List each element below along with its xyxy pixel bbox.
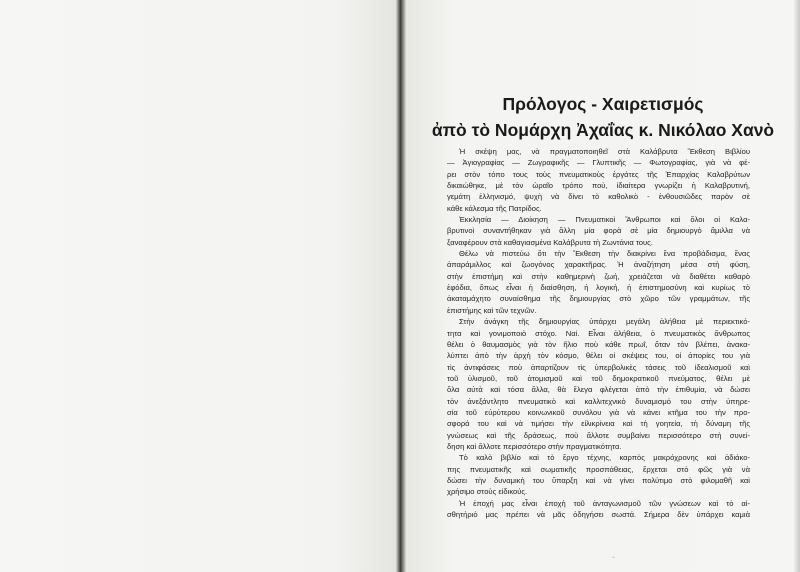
text-line: Στὴν ἀνάγκη τῆς δημιουργίας ὑπάρχει μεγάλη ἀλήθεια μὲ περιεκτικό- [459,317,750,327]
text-line: τητα καὶ γονιμοποιὸ στόχο. Ναί. Εἶναι ἀλήθεια, ὁ πνευματικὸς ἄνθρωπος [447,328,750,338]
text-line: κάθε κάλεσμα τῆς Πατρίδος. [447,203,542,213]
text-line: ρει στὸν τόπο τους τοὺς πνευματικοὺς ἐργάτες τῆς Ἐπαρχίας Καλαβρύτων [447,169,750,179]
text-line: δώσει τὴν δυναμικὴ του ὕπαρξη καὶ νὰ γίνει πολύτιμο στὸ φιλομαθῆ καὶ [447,475,750,485]
text-line: — Ἁγιογραφίας — Ζωγραφικῆς — Γλυπτικῆς — Φωτογραφίας, γιὰ νὰ φέ- [447,158,750,168]
text-line: δικαιώθηκε, μὲ τὸν ὡραῖο τρόπο ποὺ, ἰδιαίτερα γνωρίζει ἡ Καλαβρυτινή, [447,181,750,191]
page-title-line-2: ἀπὸ τὸ Νομάρχη Ἀχαΐας κ. Νικόλαο Χανὸ [431,120,775,140]
text-line: σθητήριό μας πρέπει νὰ μᾶς ὁδηγήσει σωστά. Σήμερα δὲν ὑπάρχει καμιὰ [447,510,750,519]
text-line: σία τοῦ εὐρύτερου κοινωνικοῦ συνόλου γιὰ νὰ κάνει κτῆμα του τὴν προ- [447,407,750,417]
book-gutter [396,0,406,572]
body-text [447,146,750,520]
text-line: Ἐκκλησία — Διοίκηση — Πνευματικοὶ Ἄνθρωποι καὶ ὅλοι οἱ Καλα- [459,215,750,225]
text-line: τὶς ἀντιφάσεις ποὺ ἀπαρτίζουν τὶς ὑπερβολικὲς τάσεις τοῦ ἰδεαλισμοῦ καὶ [447,362,750,372]
text-line: θέλει ὁ θαυμασμὸς γιὰ τὸν ἥλιο ποὺ κάθε πρωΐ, ὅταν τὸν βλέπει, ἀνακα- [447,339,750,349]
text-line: ὅλα αὐτὰ καὶ τόσα ἄλλα, θὰ ἔλεγα φλέγεται ἀπὸ τὴν ἐπιθυμία, νὰ δώσει [447,385,750,395]
text-line: Ἡ ἐποχή μας εἶναι ἐποχὴ τοῦ ἀνταγωνισμοῦ τῶν γνώσεων καὶ τὸ αἰ- [459,498,750,508]
page-title-line-1: Πρόλογος - Χαιρετισμός [502,94,704,114]
text-line: ἐπιστήμης καὶ τῶν τεχνῶν. [447,305,537,315]
page-edge [794,0,800,572]
text-line: χρήσιμο στοὺς εἰδικούς. [447,487,528,497]
text-line: δηση καὶ ἄλλοτε περισσότερο στὴν πραγματικότητα. [447,441,622,451]
text-line: τὸν ἀνεξάντλητο πνευματικὸ καὶ καλλιτεχνικὸ δυναμισμό του στὴν ὑπηρε- [447,396,750,406]
text-line: στὴν ἐπιστήμη καὶ στὴν καθημερινὴ ζωή, χρειάζεται νὰ διαθέτει καθαρὸ [447,271,750,281]
text-line: Ἡ σκέψη μας, νὰ πραγματοποιηθεῖ στὰ Καλάβρυτα Ἔκθεση Βιβλίου [459,147,750,156]
text-line: τοῦ ὑλισμοῦ, τοῦ ἀτομισμοῦ καὶ τοῦ δημοκρατικοῦ πνεύματος, θέλει μὲ [447,373,750,383]
text-line: Τὸ καλὸ βιβλίο καὶ τὸ ἔργο τέχνης, καρπὸς μακρόχρονης καὶ ἀδιάκο- [459,453,750,463]
text-line: Θέλω νὰ πιστεύω ὅτι τὴν Ἔκθεση τὴν διακρίνει ἕνα προβάδισμα, ἕνας [459,249,750,259]
text-line: ἀκαταμάχητο συναίσθημα τῆς δημιουργίας στὸ χῶρο τῶν γραμμάτων, τῆς [447,294,750,304]
text-line: γεμάτη ἑλληνισμό, ψυχὴ νὰ δίνει τὸ καθολικὸ - ἐνθουσιῶδες παρὸν σὲ [447,192,750,202]
text-line: ἐφόδια, ὅπως εἶναι ἡ διαίσθηση, ἡ λογική, ἡ ἐπιστημοσύνη καὶ κυρίως τὸ [447,283,750,293]
left-page-blank [0,0,396,572]
text-line: ἀπαράμιλλος καὶ ζωογόνος χαρακτῆρας. Ἡ ἀναζήτηση μέσα στὴ φύση, [447,260,750,270]
text-line: γνώσεως καὶ τῆς δράσεως, ποὺ ἄλλοτε συμβαίνει περισσότερο στὴ συνεί- [447,430,750,440]
page-folio: ᵃᵃ [612,555,615,560]
text-line: βρυτινοὶ συναντήθηκαν γιὰ ἄλλη μία φορὰ σὲ μία δημιουργὸ ἅμιλλα νὰ [447,226,750,236]
text-line: λύπτει ἀπὸ τὴν ἀρχὴ τὸν κόσμο, θέλει οἱ σκέψεις του, οἱ ἀπορίες του γιὰ [447,351,750,361]
text-line: σφορά του καὶ νὰ τιμήσει τὴν εἰλικρίνεια καὶ τὴ γοητεία, τὴ δύναμη τῆς [447,419,750,429]
text-line: ξαναφέρουν στὰ καθαγιασμένα Καλάβρυτα τὴ Ζωντάνια τους. [447,237,653,247]
text-line: πης πνευματικῆς καὶ σωματικῆς προσπάθειας, ἔρχεται στὸ φῶς γιὰ νὰ [447,464,750,474]
